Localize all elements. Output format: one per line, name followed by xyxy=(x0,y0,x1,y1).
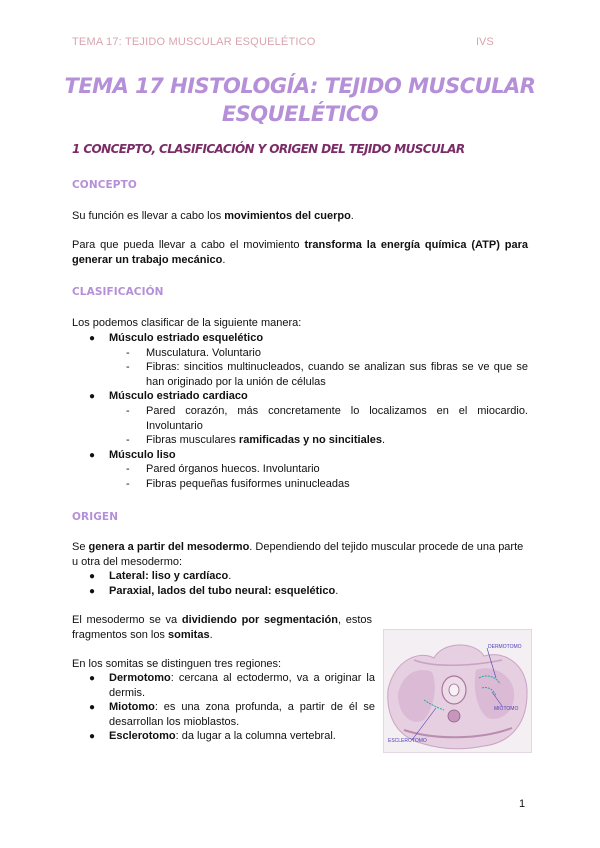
page-title-line-2: ESQUELÉTICO xyxy=(221,102,379,126)
origen-paragraph-3: En los somitas se distinguen tres regiones: xyxy=(72,658,282,670)
bullet-icon: ● xyxy=(89,586,96,597)
bullet-icon: ● xyxy=(89,673,96,684)
header-title: TEMA 17: TEJIDO MUSCULAR ESQUELÉTICO xyxy=(72,36,316,48)
origen-heading: ORIGEN xyxy=(72,511,119,523)
clasificacion-intro: Los podemos clasificar de la siguiente manera: xyxy=(72,317,302,329)
page-title xyxy=(60,72,540,128)
bullet-icon: ● xyxy=(89,702,96,713)
concepto-heading: CONCEPTO xyxy=(72,179,137,191)
clasificacion-heading: CLASIFICACIÓN xyxy=(72,286,164,298)
bullet-icon: ● xyxy=(89,333,96,344)
label-dermotomo: DERMOTOMO xyxy=(488,644,522,650)
bullet-icon: ● xyxy=(89,391,96,402)
page-title-line-1: TEMA 17 HISTOLOGÍA: TEJIDO MUSCULAR xyxy=(64,74,536,98)
concepto-paragraph-2: Para que pueda llevar a cabo el movimiento transforma la energía química (ATP) para generar un trabajo mecánico. xyxy=(72,239,529,266)
section-heading: 1 CONCEPTO, CLASIFICACIÓN Y ORIGEN DEL TEJIDO MUSCULAR xyxy=(72,142,465,156)
origen-paragraph-2: El mesodermo se va dividiendo por segmentación, estos fragmentos son los somitas. xyxy=(72,614,372,641)
label-esclerotomo: ESCLEROTOMO xyxy=(388,738,427,744)
origen-paragraph-1: Se genera a partir del mesodermo. Dependiendo del tejido muscular procede de una parte u otra del mesodermo: xyxy=(72,541,524,568)
bullet-icon: ● xyxy=(89,571,96,582)
bullet-icon: ● xyxy=(89,450,96,461)
concepto-paragraph-1: Su función es llevar a cabo los movimientos del cuerpo. xyxy=(72,210,354,222)
bullet-icon: ● xyxy=(89,731,96,742)
label-miotomo: MIOTOMO xyxy=(494,706,519,712)
page-number: 1 xyxy=(519,798,526,810)
somite-histology-image xyxy=(383,629,532,753)
header-author: IVS xyxy=(476,36,494,48)
